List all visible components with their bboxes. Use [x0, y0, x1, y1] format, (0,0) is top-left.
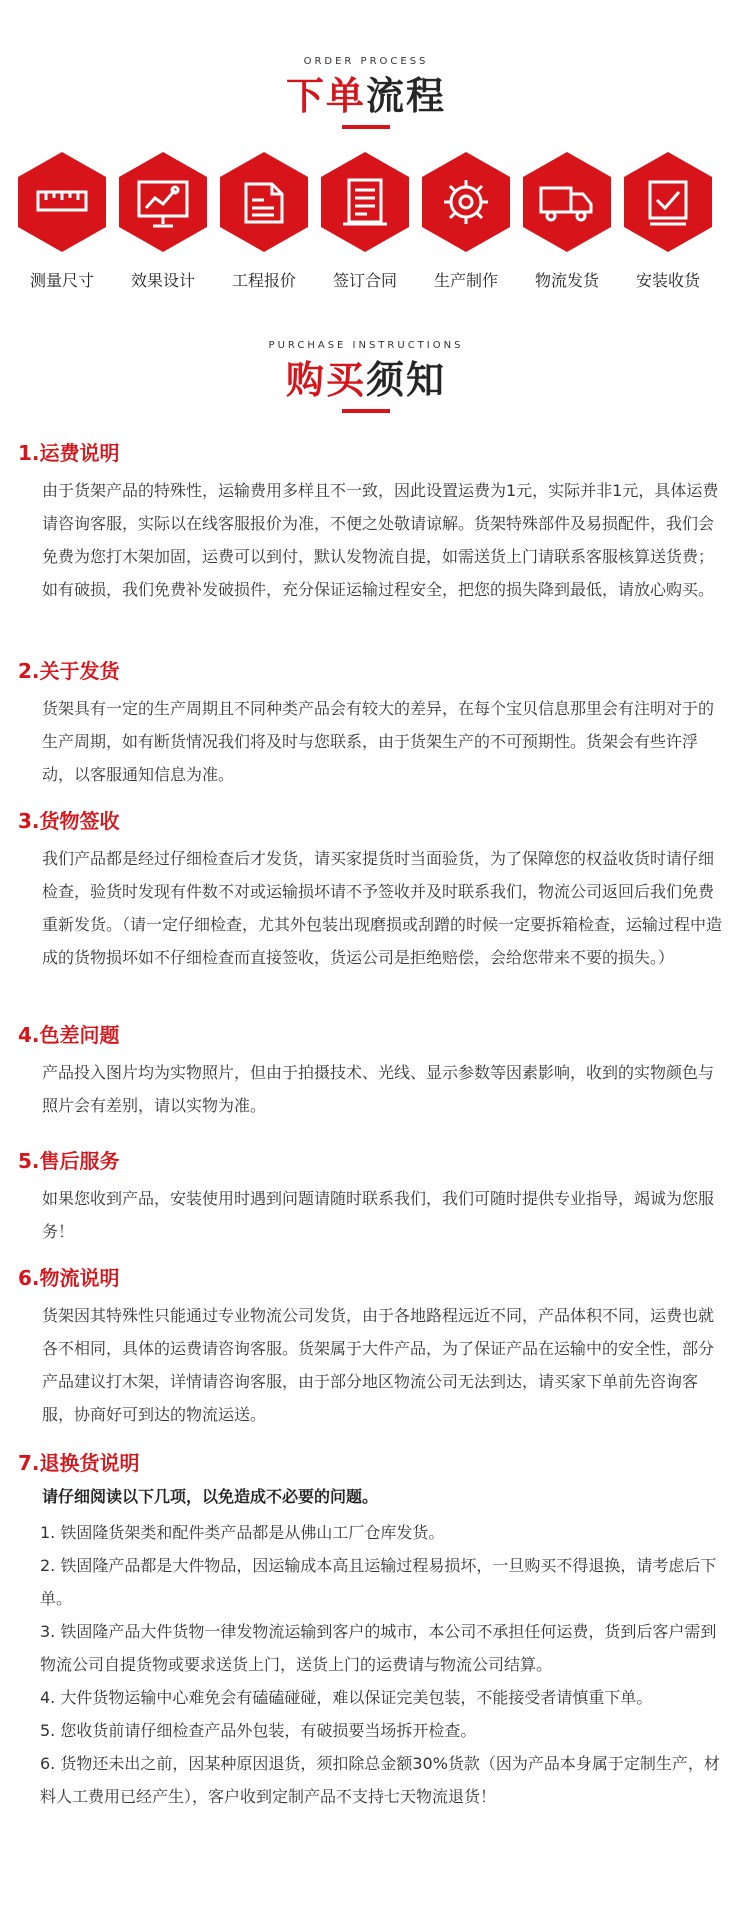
purchase-header: [0, 340, 732, 413]
section-title: 1.运费说明: [18, 441, 120, 465]
design-chart-icon: [117, 150, 209, 254]
list-item: 5. 您收货前请仔细检查产品外包装，有破损要当场拆开检查。: [40, 1721, 477, 1740]
order-title-dark: 流程: [366, 74, 447, 118]
section-title: 7.退换货说明: [18, 1451, 140, 1475]
title-underline: [342, 125, 390, 129]
section-logistics: [18, 1265, 718, 1431]
step-label: 物流发货: [534, 271, 599, 290]
title-underline: [342, 409, 390, 413]
step-production: [418, 150, 514, 291]
section-title: 6.物流说明: [18, 1266, 120, 1290]
truck-icon: [521, 150, 613, 254]
section-body: 产品投入图片均为实物照片，但由于拍摄技术、光线、显示参数等因素影响，收到的实物颜色与照片会有差别，请以实物为准。: [42, 1063, 715, 1115]
step-label: 工程报价: [231, 271, 296, 290]
section-title: 3.货物签收: [18, 809, 120, 833]
section-body: 我们产品都是经过仔细检查后才发货，请买家提货时当面验货，为了保障您的权益收货时请仔细检查，验货时发现有件数不对或运输损坏请不予签收并及时联系我们，物流公司返回后我们免费重新发货。（请一定仔细检查，尤其外包装出现磨损或刮蹭的时候一定要拆箱检查，运输过程中造成的货物损坏如不仔细检查而直接签收，货运公司是拒绝赔偿，会给您带来不要的损失。）: [42, 849, 723, 967]
step-contract: [317, 150, 413, 291]
step-shipping: [519, 150, 615, 291]
step-label: 测量尺寸: [29, 271, 94, 290]
section-body: 由于货架产品的特殊性，运输费用多样且不一致，因此设置运费为1元，实际并非1元，具体运费请咨询客服，实际以在线客服报价为准，不便之处敬请谅解。货架特殊部件及易损配件，我们会免费为您打木架加固，运费可以到付，默认发物流自提，如需送货上门请联系客服核算送货费；如有破损，我们免费补发破损件，充分保证运输过程安全，把您的损失降到最低，请放心购买。: [42, 481, 719, 599]
section-body: 如果您收到产品，安装使用时遇到问题请随时联系我们，我们可随时提供专业指导，竭诚为您服务！: [42, 1189, 715, 1241]
process-steps: [14, 150, 718, 300]
contract-icon: [319, 150, 411, 254]
section-body: 货架因其特殊性只能通过专业物流公司发货，由于各地路程远近不同，产品体积不同，运费也就各不相同，具体的运费请咨询客服。货架属于大件产品，为了保证产品在运输中的安全性，部分产品建议打木架，详情请咨询客服，由于部分地区物流公司无法到达，请买家下单前先咨询客服，协商好可到达的物流运送。: [42, 1306, 715, 1424]
list-item: 2. 铁固隆产品都是大件物品，因运输成本高且运输过程易损坏，一旦购买不得退换，请考虑后下单。: [40, 1556, 717, 1608]
step-label: 安装收货: [635, 271, 700, 290]
step-measure: [14, 150, 110, 291]
order-title-red: 下单: [285, 74, 366, 118]
purchase-en-title: PURCHASE INSTRUCTIONS: [268, 340, 464, 351]
section-receipt: [18, 808, 723, 974]
purchase-cn-title: [0, 358, 732, 402]
list-item: 4. 大件货物运输中心难免会有磕磕碰碰，难以保证完美包装，不能接受者请慎重下单。: [40, 1688, 653, 1707]
section-body: 货架具有一定的生产周期且不同种类产品会有较大的差异，在每个宝贝信息那里会有注明对于的生产周期，如有断货情况我们将及时与您联系，由于货架生产的不可预期性。货架会有些许浮动，以客服通知信息为准。: [42, 699, 715, 784]
list-item: 3. 铁固隆产品大件货物一律发物流运输到客户的城市，本公司不承担任何运费，货到后客户需到物流公司自提货物或要求送货上门，送货上门的运费请与物流公司结算。: [40, 1622, 717, 1674]
section-shipping-fee: [18, 440, 718, 606]
step-quote: [216, 150, 312, 291]
section-delivery: [18, 658, 718, 791]
list-item: 6. 货物还未出之前，因某种原因退货，须扣除总金额30%货款（因为产品本身属于定制生产，材料人工费用已经产生），客户收到定制产品不支持七天物流退货！: [40, 1754, 720, 1806]
order-process-cn-title: [0, 74, 732, 118]
step-label: 签订合同: [332, 271, 397, 290]
section-color-difference: [18, 1022, 718, 1122]
returns-list: [40, 1516, 728, 1813]
quote-document-icon: [218, 150, 310, 254]
section-after-sales: [18, 1148, 718, 1248]
step-label: 效果设计: [130, 271, 195, 290]
purchase-title-red: 购买: [285, 358, 366, 402]
checkbox-icon: [622, 150, 714, 254]
step-design: [115, 150, 211, 291]
step-label: 生产制作: [433, 271, 498, 290]
returns-lead: 请仔细阅读以下几项，以免造成不必要的问题。: [42, 1487, 379, 1506]
purchase-title-dark: 须知: [366, 358, 447, 402]
section-returns: [18, 1450, 718, 1813]
section-title: 2.关于发货: [18, 659, 120, 683]
ruler-icon: [16, 150, 108, 254]
section-title: 5.售后服务: [18, 1149, 120, 1173]
section-title: 4.色差问题: [18, 1023, 120, 1047]
list-item: 1. 铁固隆货架类和配件类产品都是从佛山工厂仓库发货。: [40, 1523, 445, 1542]
gear-icon: [420, 150, 512, 254]
order-process-en-title: ORDER PROCESS: [303, 56, 429, 67]
step-install: [620, 150, 716, 291]
order-process-header: [0, 56, 732, 129]
